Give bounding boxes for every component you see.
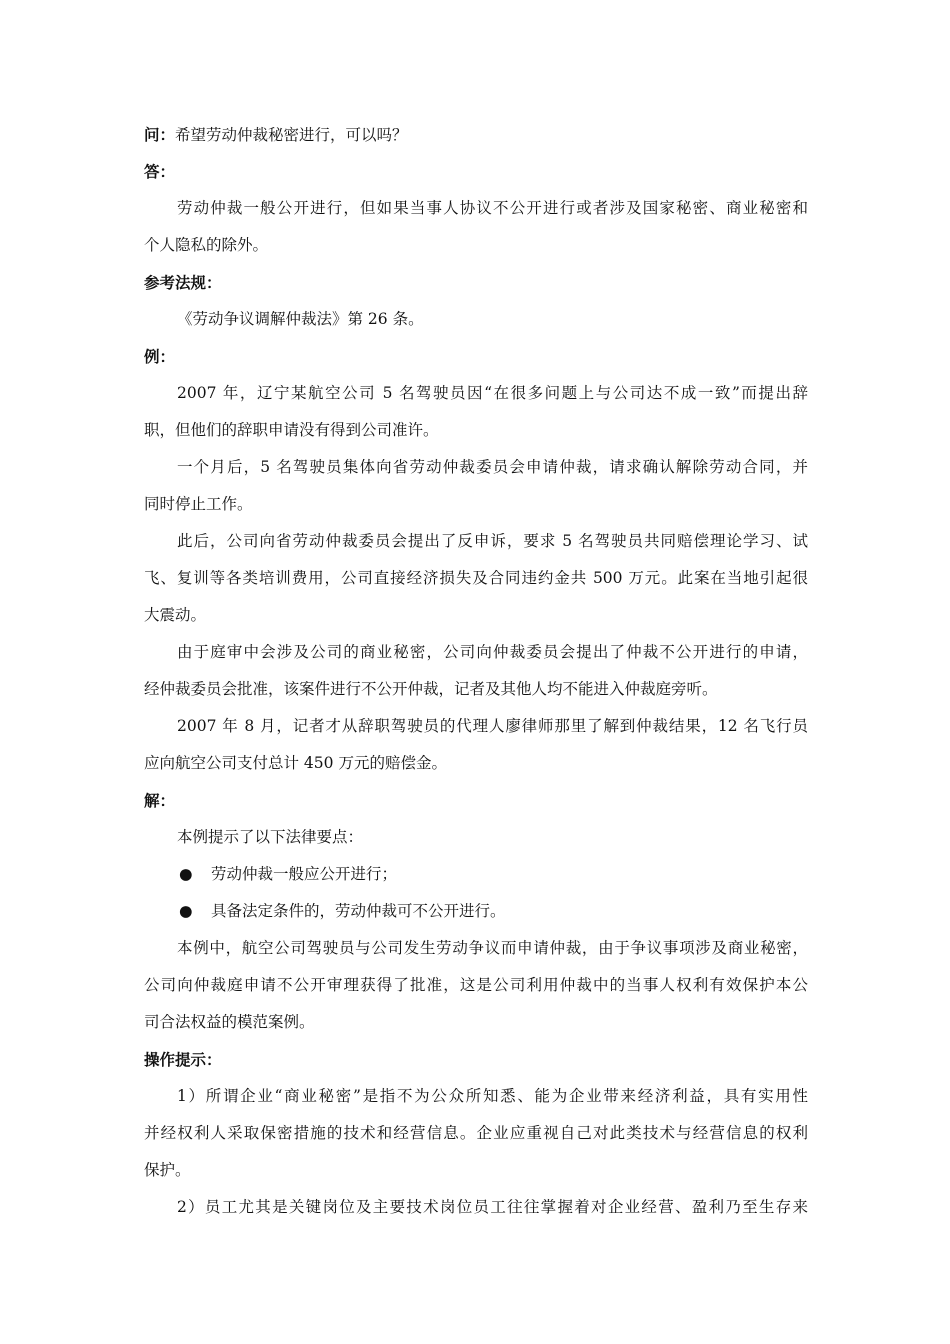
section-heading: 例： [144, 347, 176, 366]
bullet-text: 具备法定条件的，劳动仲裁可不公开进行。 [211, 902, 506, 920]
section-heading: 参考法规： [144, 273, 222, 292]
bullet-dot-icon: ● [179, 865, 193, 883]
paragraph-line: 由于庭审中会涉及公司的商业秘密，公司向仲裁委员会提出了仲裁不公开进行的申请， [177, 643, 808, 661]
paragraph-line: 劳动仲裁一般公开进行，但如果当事人协议不公开进行或者涉及国家秘密、商业秘密和 [177, 199, 808, 217]
paragraph-line: 2007 年 8 月，记者才从辞职驾驶员的代理人廖律师那里了解到仲裁结果，12 名飞行员 [177, 717, 808, 735]
paragraph-line: 1）所谓企业“商业秘密”是指不为公众所知悉、能为企业带来经济利益，具有实用性 [177, 1087, 808, 1105]
paragraph-line: 公司向仲裁庭申请不公开审理获得了批准，这是公司利用仲裁中的当事人权利有效保护本公 [144, 976, 808, 994]
section-heading: 解： [144, 791, 176, 810]
question-label: 问： [144, 125, 176, 144]
bullet-dot-icon: ● [179, 902, 193, 920]
section-heading: 操作提示： [144, 1050, 222, 1069]
question-text: 希望劳动仲裁秘密进行，可以吗？ [175, 126, 408, 144]
paragraph-line: 职，但他们的辞职申请没有得到公司准许。 [144, 421, 439, 439]
paragraph-line: 个人隐私的除外。 [144, 236, 269, 254]
paragraph-line: 大震动。 [144, 606, 207, 624]
paragraph-line: 应向航空公司支付总计 450 万元的赔偿金。 [144, 754, 447, 772]
section-heading: 答： [144, 162, 176, 181]
document-body [144, 116, 808, 1226]
paragraph-line: 保护。 [144, 1161, 191, 1179]
bullet-item [144, 893, 808, 930]
paragraph-line: 飞、复训等各类培训费用，公司直接经济损失及合同违约金共 500 万元。此案在当地引起很 [144, 569, 808, 587]
paragraph-line: 此后，公司向省劳动仲裁委员会提出了反申诉，要求 5 名驾驶员共同赔偿理论学习、试 [177, 532, 808, 550]
bullet-item [144, 856, 808, 893]
bullet-text: 劳动仲裁一般应公开进行； [211, 865, 398, 883]
paragraph-line: 司合法权益的模范案例。 [144, 1013, 315, 1031]
paragraph-line: 经仲裁委员会批准，该案件进行不公开仲裁，记者及其他人均不能进入仲裁庭旁听。 [144, 680, 718, 698]
paragraph-line: 《劳动争议调解仲裁法》第 26 条。 [177, 310, 424, 328]
paragraph-line: 一个月后，5 名驾驶员集体向省劳动仲裁委员会申请仲裁，请求确认解除劳动合同，并 [177, 458, 808, 476]
paragraph-line: 并经权利人采取保密措施的技术和经营信息。企业应重视自己对此类技术与经营信息的权利 [144, 1124, 808, 1142]
paragraph-line: 2）员工尤其是关键岗位及主要技术岗位员工往往掌握着对企业经营、盈利乃至生存来 [177, 1198, 808, 1216]
paragraph-line: 2007 年，辽宁某航空公司 5 名驾驶员因“在很多问题上与公司达不成一致”而提出辞 [177, 384, 808, 402]
paragraph-line: 同时停止工作。 [144, 495, 253, 513]
question-line [144, 116, 808, 153]
paragraph-line: 本例提示了以下法律要点： [177, 828, 364, 846]
paragraph-line: 本例中，航空公司驾驶员与公司发生劳动争议而申请仲裁，由于争议事项涉及商业秘密， [177, 939, 808, 957]
